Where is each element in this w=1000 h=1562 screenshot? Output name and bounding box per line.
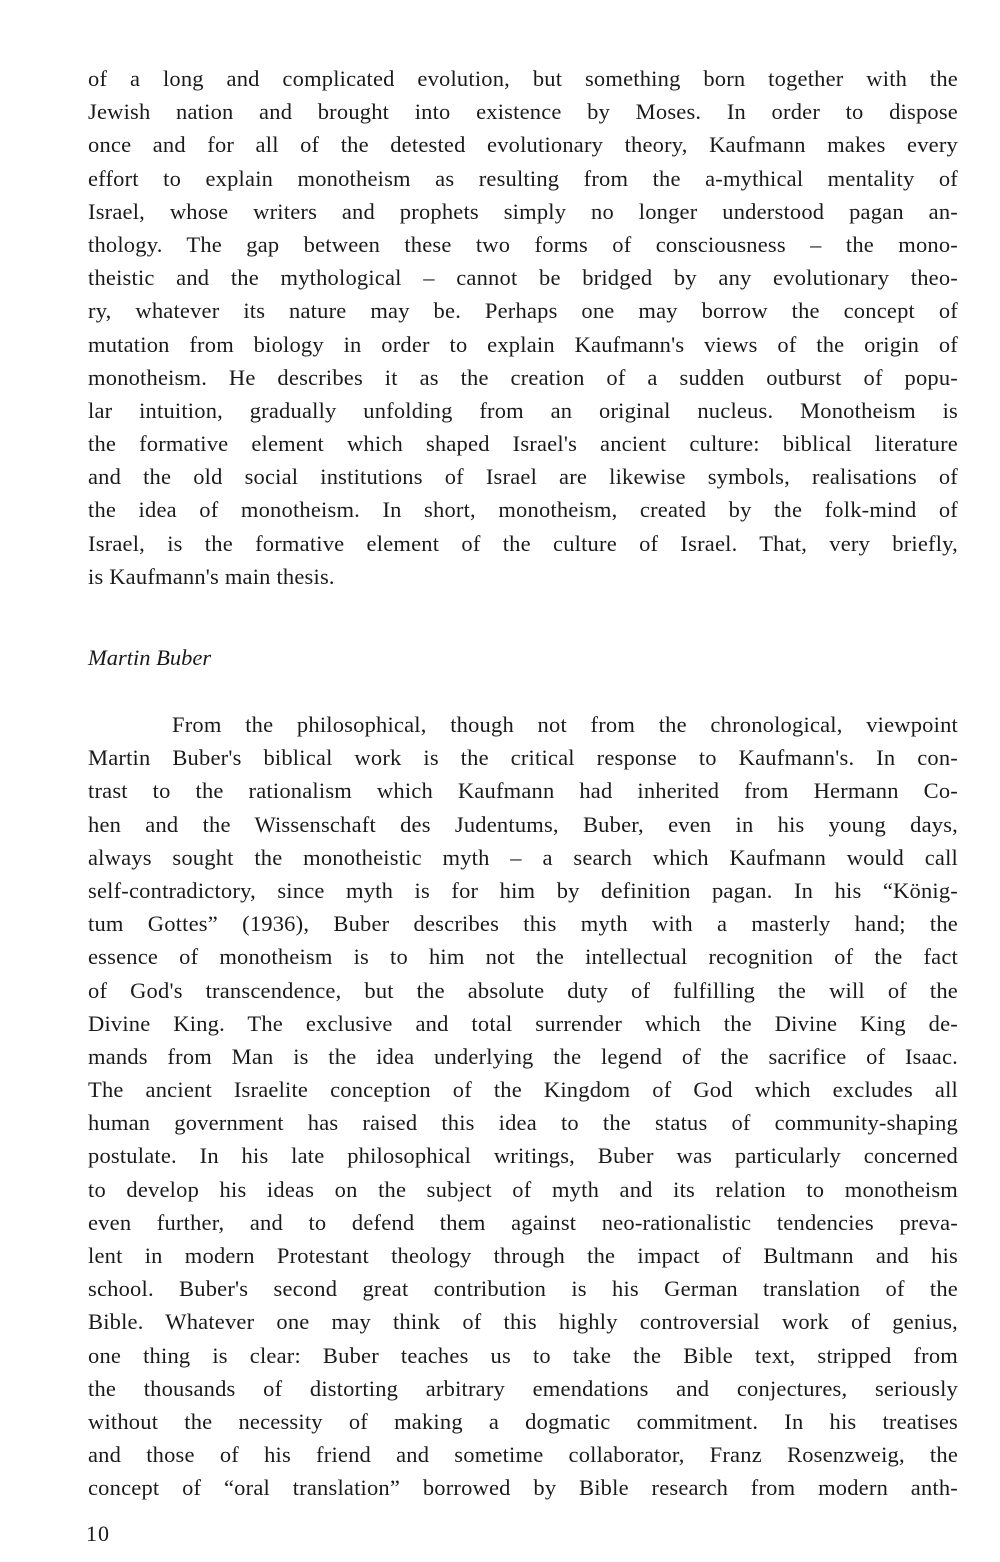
text-line: is Kaufmann's main thesis. bbox=[88, 563, 335, 589]
text-line: The ancient Israelite conception of the Kingdom of God which excludes all bbox=[88, 1077, 958, 1103]
text-line: school. Buber's second great contribution is his German translation of the bbox=[88, 1276, 958, 1302]
text-line: human government has raised this idea to the status of community-shaping bbox=[88, 1110, 958, 1136]
text-line: of a long and complicated evolution, but something born together with the bbox=[88, 66, 958, 91]
page-number: 10 bbox=[86, 1521, 110, 1546]
text-line: the idea of monotheism. In short, monotheism, created by the folk-mind of bbox=[88, 497, 958, 523]
text-line: thology. The gap between these two forms of consciousness – the mono- bbox=[88, 231, 958, 257]
text-line: one thing is clear: Buber teaches us to take the Bible text, stripped from bbox=[88, 1342, 958, 1368]
text-line: Bible. Whatever one may think of this highly controversial work of genius, bbox=[88, 1309, 958, 1335]
text-line: to develop his ideas on the subject of myth and its relation to monotheism bbox=[88, 1176, 958, 1202]
section-heading: Martin Buber bbox=[88, 645, 212, 670]
text-line: lent in modern Protestant theology through the impact of Bultmann and his bbox=[88, 1243, 958, 1268]
text-line: always sought the monotheistic myth – a search which Kaufmann would call bbox=[88, 844, 958, 870]
text-line: tum Gottes” (1936), Buber describes this myth with a masterly hand; the bbox=[88, 911, 958, 937]
text-line: the thousands of distorting arbitrary emendations and conjectures, seriously bbox=[88, 1375, 958, 1401]
text-line: lar intuition, gradually unfolding from an original nucleus. Monotheism is bbox=[88, 397, 958, 423]
text-line: Divine King. The exclusive and total surrender which the Divine King de- bbox=[88, 1010, 958, 1036]
text-line: theistic and the mythological – cannot be bridged by any evolutionary theo- bbox=[88, 265, 958, 291]
text-line: hen and the Wissenschaft des Judentums, Buber, even in his young days, bbox=[88, 811, 958, 837]
paragraph-kaufmann bbox=[88, 62, 958, 593]
text-line: trast to the rationalism which Kaufmann had inherited from Hermann Co- bbox=[88, 778, 958, 804]
page-body bbox=[88, 62, 958, 1505]
text-line: even further, and to defend them against neo-rationalistic tendencies preva- bbox=[88, 1209, 958, 1235]
text-line: ry, whatever its nature may be. Perhaps one may borrow the concept of bbox=[88, 298, 958, 324]
text-line: and the old social institutions of Israel are likewise symbols, realisations of bbox=[88, 464, 958, 490]
text-line: Israel, is the formative element of the culture of Israel. That, very briefly, bbox=[88, 530, 958, 556]
text-line: concept of “oral translation” borrowed by Bible research from modern anth- bbox=[88, 1475, 958, 1501]
text-line: Israel, whose writers and prophets simply no longer understood pagan an- bbox=[88, 198, 958, 224]
text-line: and those of his friend and sometime collaborator, Franz Rosenzweig, the bbox=[88, 1442, 958, 1468]
text-line: Jewish nation and brought into existence by Moses. In order to dispose bbox=[88, 99, 958, 125]
text-line: once and for all of the detested evolutionary theory, Kaufmann makes every bbox=[88, 132, 958, 158]
text-line: self-contradictory, since myth is for him by definition pagan. In his “König- bbox=[88, 877, 958, 903]
text-line: the formative element which shaped Israel's ancient culture: biblical literature bbox=[88, 431, 958, 457]
text-line: Martin Buber's biblical work is the critical response to Kaufmann's. In con- bbox=[88, 745, 958, 771]
text-line: effort to explain monotheism as resulting from the a-mythical mentality of bbox=[88, 165, 958, 191]
text-line: mands from Man is the idea underlying the legend of the sacrifice of Isaac. bbox=[88, 1043, 958, 1069]
text-line: of God's transcendence, but the absolute duty of fulfilling the will of the bbox=[88, 977, 958, 1003]
text-line: postulate. In his late philosophical writings, Buber was particularly concerned bbox=[88, 1143, 958, 1169]
text-line: monotheism. He describes it as the creation of a sudden outburst of popu- bbox=[88, 364, 958, 390]
paragraph-buber bbox=[88, 708, 958, 1505]
text-line: without the necessity of making a dogmatic commitment. In his treatises bbox=[88, 1408, 958, 1434]
text-line: mutation from biology in order to explain Kaufmann's views of the origin of bbox=[88, 331, 958, 357]
text-line: essence of monotheism is to him not the intellectual recognition of the fact bbox=[88, 944, 958, 970]
text-line: From the philosophical, though not from the chronological, viewpoint bbox=[172, 712, 958, 737]
